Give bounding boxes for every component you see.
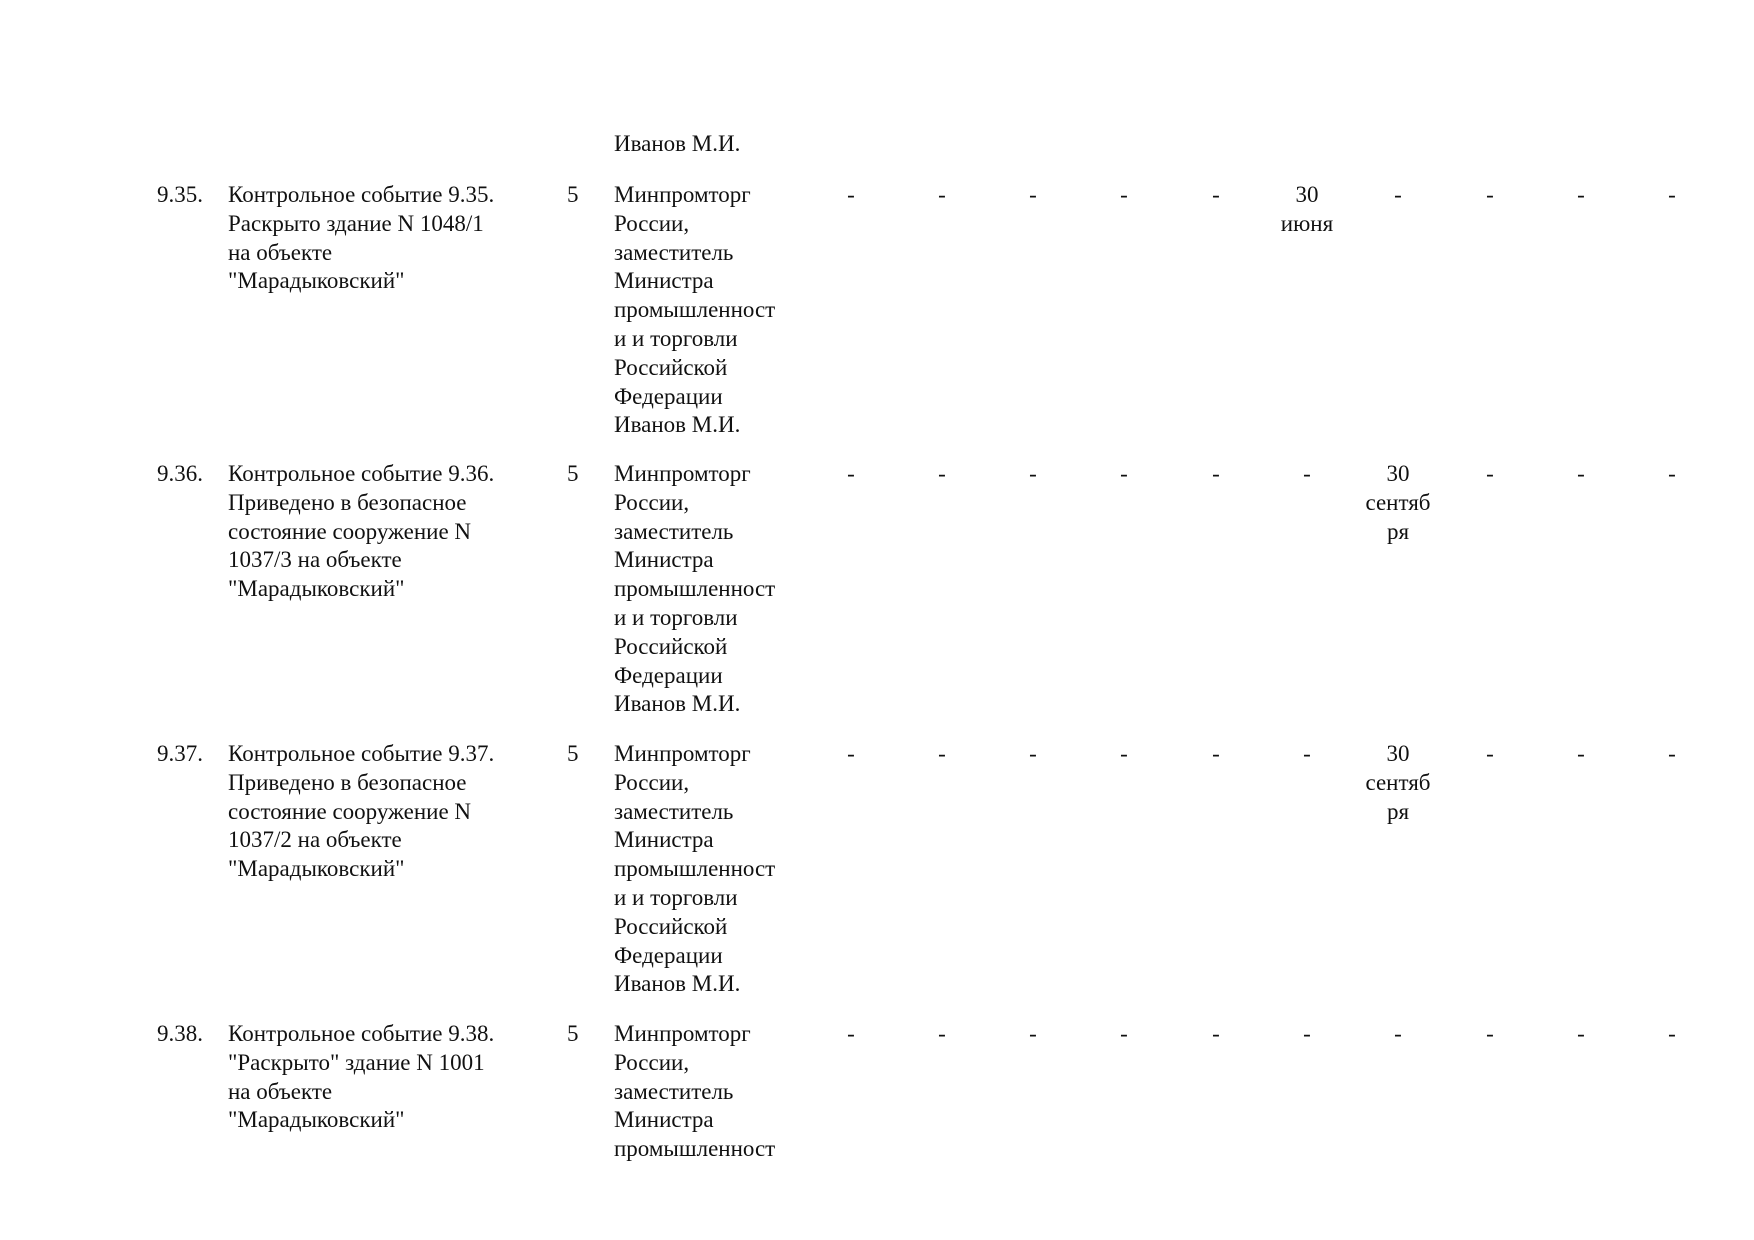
responsible-executor: Минпромторг России, заместитель Министра промышленност и и торговли Российской Федерации Иванов М.И. xyxy=(614,461,776,717)
period-7-value: - xyxy=(1394,182,1402,207)
period-10-value: - xyxy=(1668,1021,1676,1046)
period-6-value: - xyxy=(1303,1021,1311,1046)
event-number: 9.37. xyxy=(157,741,203,766)
priority-value: 5 xyxy=(567,461,579,486)
period-5-value: - xyxy=(1212,741,1220,766)
period-10-value: - xyxy=(1668,461,1676,486)
period-1-value: - xyxy=(847,1021,855,1046)
period-8-value: - xyxy=(1486,1021,1494,1046)
period-10-value: - xyxy=(1668,182,1676,207)
period-6-value: - xyxy=(1303,461,1311,486)
period-5-value: - xyxy=(1212,461,1220,486)
period-1-value: - xyxy=(847,741,855,766)
period-2-value: - xyxy=(938,182,946,207)
event-description: Контрольное событие 9.36. Приведено в безопасное состояние сооружение N 1037/3 на объекте "Марадыковский" xyxy=(228,461,495,602)
period-2-value: - xyxy=(938,461,946,486)
event-number: 9.35. xyxy=(157,182,203,207)
priority-value: 5 xyxy=(567,1021,579,1046)
period-7-value: - xyxy=(1394,1021,1402,1046)
event-description: Контрольное событие 9.37. Приведено в безопасное состояние сооружение N 1037/2 на объекте "Марадыковский" xyxy=(228,741,495,882)
period-7-date: 30 сентяб ря xyxy=(1365,741,1431,824)
period-9-value: - xyxy=(1577,741,1585,766)
responsible-executor: Минпромторг России, заместитель Министра промышленност и и торговли Российской Федерации Иванов М.И. xyxy=(614,741,776,997)
period-6-value: - xyxy=(1303,741,1311,766)
continuation-responsible: Иванов М.И. xyxy=(614,131,741,156)
period-5-value: - xyxy=(1212,1021,1220,1046)
period-6-date: 30 июня xyxy=(1280,182,1334,236)
period-4-value: - xyxy=(1120,741,1128,766)
period-1-value: - xyxy=(847,182,855,207)
event-number: 9.38. xyxy=(157,1021,203,1046)
event-description: Контрольное событие 9.38. "Раскрыто" здание N 1001 на объекте "Марадыковский" xyxy=(228,1021,495,1133)
responsible-executor: Минпромторг России, заместитель Министра промышленност xyxy=(614,1021,776,1162)
period-3-value: - xyxy=(1029,182,1037,207)
period-2-value: - xyxy=(938,741,946,766)
period-9-value: - xyxy=(1577,182,1585,207)
period-4-value: - xyxy=(1120,461,1128,486)
period-8-value: - xyxy=(1486,741,1494,766)
period-8-value: - xyxy=(1486,461,1494,486)
period-4-value: - xyxy=(1120,1021,1128,1046)
event-number: 9.36. xyxy=(157,461,203,486)
period-9-value: - xyxy=(1577,461,1585,486)
period-4-value: - xyxy=(1120,182,1128,207)
period-8-value: - xyxy=(1486,182,1494,207)
event-description: Контрольное событие 9.35. Раскрыто здание N 1048/1 на объекте "Марадыковский" xyxy=(228,182,495,294)
period-1-value: - xyxy=(847,461,855,486)
period-3-value: - xyxy=(1029,1021,1037,1046)
responsible-executor: Минпромторг России, заместитель Министра промышленност и и торговли Российской Федерации Иванов М.И. xyxy=(614,182,776,438)
period-2-value: - xyxy=(938,1021,946,1046)
period-5-value: - xyxy=(1212,182,1220,207)
priority-value: 5 xyxy=(567,182,579,207)
period-10-value: - xyxy=(1668,741,1676,766)
period-9-value: - xyxy=(1577,1021,1585,1046)
period-3-value: - xyxy=(1029,461,1037,486)
period-3-value: - xyxy=(1029,741,1037,766)
priority-value: 5 xyxy=(567,741,579,766)
period-7-date: 30 сентяб ря xyxy=(1365,461,1431,544)
